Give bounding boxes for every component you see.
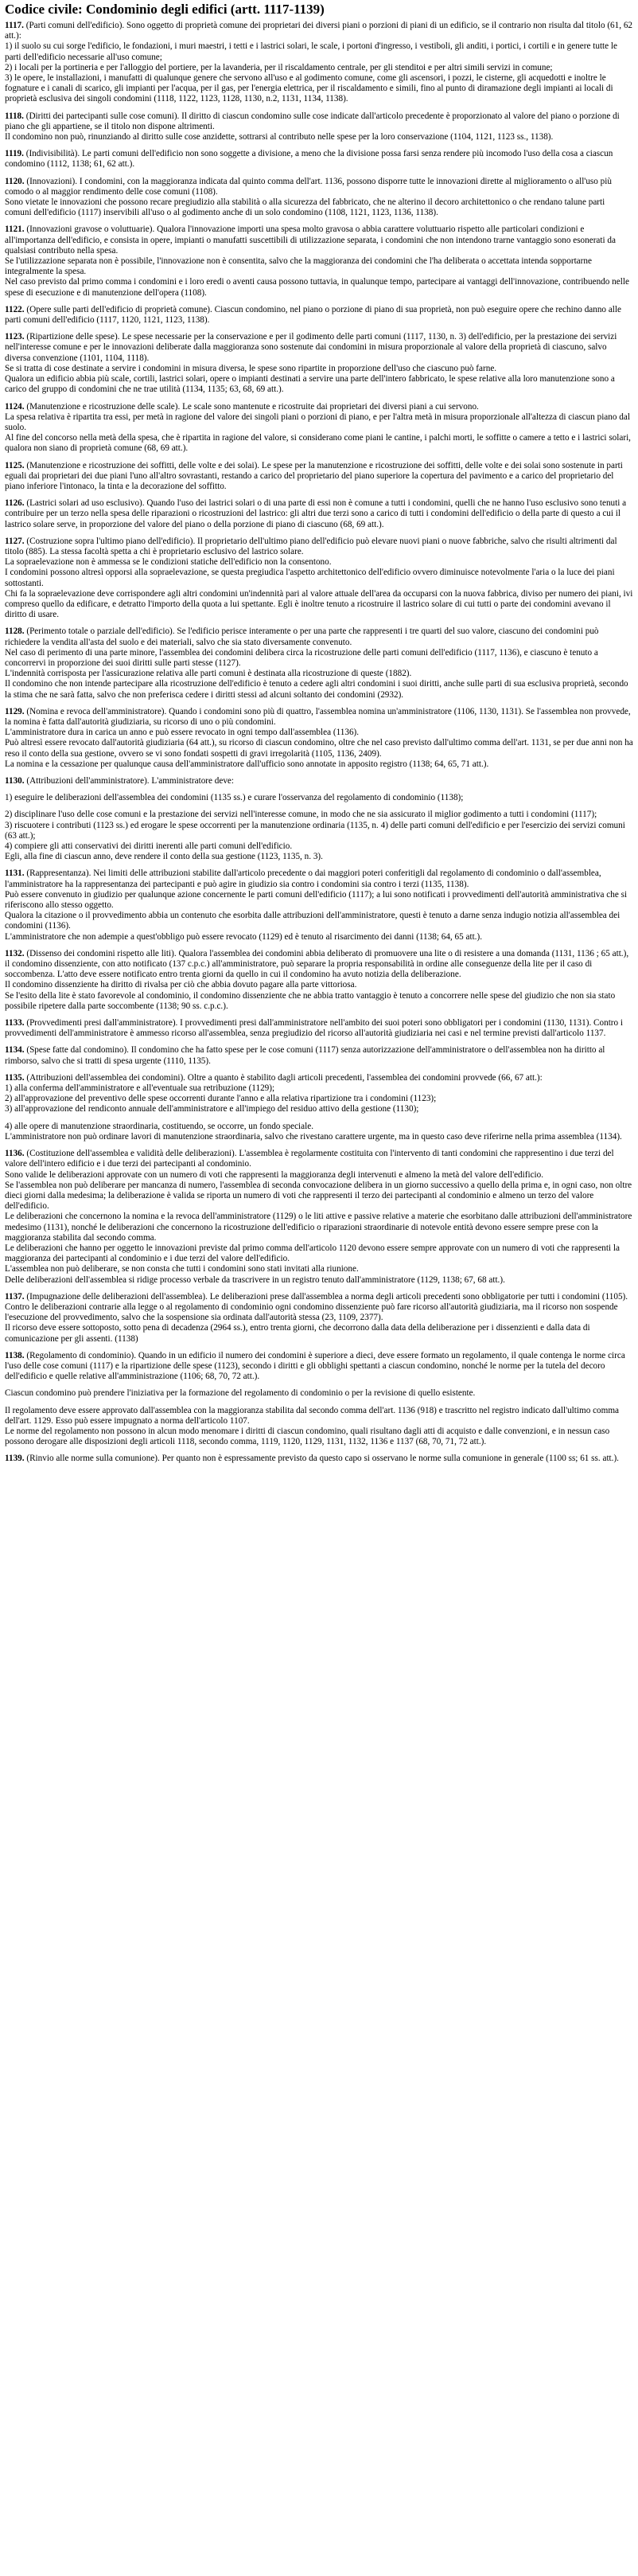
article-paragraph: Se l'esito della lite è stato favorevole al condominio, il condomino dissenziente che ne abbia tratto vantaggio è tenuto a concorrere nelle spese del giudizio che non sia stato possibile ripetere dalla parte soccombente (1138; 90 ss. c.p.c.).: [5, 990, 616, 1011]
article-text: Per quanto non è espressamente previsto da questo capo si osservano le norme sulla comunione in generale (1100 ss; 61 ss. att.).: [161, 1454, 619, 1464]
article-1121: [5, 224, 633, 298]
article-1129: [5, 707, 633, 770]
article-1117: [5, 21, 633, 105]
article-1128: [5, 626, 633, 700]
article-paragraph: [5, 1018, 633, 1039]
article-number: 1125.: [5, 460, 25, 470]
article-text: Le parti comuni dell'edificio non sono soggette a divisione, a meno che la divisione possa farsi senza rendere più incomodo l'uso della cosa a ciascun condomino (1112, 1138; 61, 62 att.).: [5, 149, 613, 170]
article-number: 1117.: [5, 21, 24, 30]
article-paragraph: L'assemblea non può deliberare, se non consta che tutti i condomini sono stati invitati alla riunione.: [5, 1264, 359, 1274]
article-paragraph: Se l'utilizzazione separata non è possibile, l'innovazione non è consentita, salvo che la maggioranza dei condomini che l'ha deliberata o accettata intenda sopportarne integralmente la spesa.: [5, 256, 592, 277]
article-1127: [5, 537, 633, 621]
article-paragraph: L'amministratore che non adempie a quest'obbligo può essere revocato (1129) ed è tenuto al risarcimento dei danni (1138; 64, 65 att.).: [5, 931, 482, 942]
article-text: Le spese necessarie per la conservazione e per il godimento delle parti comuni (1117, 1130, n. 3) dell'edificio, per la prestazione dei servizi nell'interesse comune e per le innovazioni deliberate dalla maggioranza sono sostenute dai condomini in misura proporzionale al valore della proprietà di ciascuno, salvo diversa convenzione (1101, 1104, 1118).: [5, 332, 617, 363]
article-paragraph: 1) alla conferma dell'amministratore e all'eventuale sua retribuzione (1129);: [5, 1083, 275, 1094]
article-heading: (Innovazioni).: [24, 176, 80, 186]
article-text: Il proprietario dell'ultimo piano dell'edificio può elevare nuovi piani o nuove fabbriche, salvo che risulti altrimenti dal titolo (885). La stessa facoltà spetta a chi è proprietario esclusivo del lastrico solare.: [5, 536, 617, 556]
article-paragraph: 2) i locali per la portineria e per l'alloggio del portiere, per la lavanderia, per il riscaldamento centrale, per gli stenditoi e per altri simili servizi in comune;: [5, 62, 553, 72]
article-paragraph: Egli, alla fine di ciascun anno, deve rendere il conto della sua gestione (1123, 1135, n. 3).: [5, 852, 323, 862]
article-text: Il condomino che ha fatto spese per le cose comuni (1117) senza autorizzazione dell'amministratore o dell'assemblea non ha diritto al rimborso, salvo che si tratti di spesa urgente (1110, 1135).: [5, 1045, 605, 1066]
article-paragraph: [5, 177, 633, 197]
article-paragraph: [5, 1073, 633, 1083]
article-heading: (Rinvio alle norme sulla comunione).: [24, 1454, 162, 1464]
article-text: L'amministratore deve:: [151, 776, 235, 786]
article-paragraph: Può altresì essere revocato dall'autorità giudiziaria (64 att.), su ricorso di ciascun condomino, oltre che nel caso previsto dall'ultimo comma dell'art. 1131, se per due anni non ha reso il conto della sua gestione, ovvero se vi sono fondati sospetti di gravi irregolarità (1105, 1136, 2409).: [5, 738, 633, 759]
article-number: 1129.: [5, 706, 25, 716]
article-1118: [5, 111, 633, 143]
article-heading: (Spese fatte dal condomino).: [24, 1045, 131, 1056]
article-paragraph: [5, 537, 633, 557]
article-paragraph: 2) disciplinare l'uso delle cose comuni e la prestazione dei servizi nell'interesse comune, in modo che ne sia assicurato il miglior godimento a tutti i condomini (1117);: [5, 810, 597, 820]
article-heading: (Impugnazione delle deliberazioni dell'assemblea).: [24, 1291, 210, 1302]
article-text: Se l'edificio perisce interamente o per una parte che rappresenti i tre quarti del suo valore, ciascuno dei condomini può richiedere la vendita all'asta del suolo e dei materiali, salvo che sia stato diversamente convenuto.: [5, 626, 599, 647]
article-paragraph: L'amministratore dura in carica un anno e può essere revocato in ogni tempo dall'assemblea (1136).: [5, 728, 360, 738]
article-paragraph: [5, 776, 633, 786]
article-paragraph: Il condomino che non intende partecipare alla ricostruzione dell'edificio è tenuto a cedere agli altri condomini i suoi diritti, anche sulle parti di sua esclusiva proprietà, secondo la stima che ne sarà fatta, salvo che non preferisca cedere i diritti stessi ad alcuni soltanto dei condomini (2932).: [5, 679, 628, 700]
article-paragraph: [5, 498, 633, 530]
article-heading: (Attribuzioni dell'amministratore).: [24, 776, 152, 786]
article-paragraph: Qualora la citazione o il provvedimento abbia un contenuto che esorbita dalle attribuzioni dell'amministratore, questi è tenuto a darne senza indugio notizia all'assemblea dei condomini (1136).: [5, 911, 620, 931]
article-paragraph: La sopraelevazione non è ammessa se le condizioni statiche dell'edificio non la consentono.: [5, 557, 332, 568]
article-heading: (Parti comuni dell'edificio).: [23, 21, 127, 30]
article-paragraph: 3) riscuotere i contributi (1123 ss.) ed erogare le spese occorrenti per la manutenzione ordinaria (1135, n. 4) delle parti comuni dell'edificio e per l'esercizio dei servizi comuni (63 att.);: [5, 820, 625, 841]
paragraph-gap: [5, 803, 633, 810]
article-paragraph: Le deliberazioni che hanno per oggetto le innovazioni previste dal primo comma dell'articolo 1120 devono essere sempre approvate con un numero di voti che rappresenti la maggioranza dei partecipanti al condominio e i due terzi del valore dell'edificio.: [5, 1243, 620, 1264]
article-text: Qualora l'innovazione importi una spesa molto gravosa o abbia carattere voluttuario rispetto alle particolari condizioni e all'importanza dell'edificio, e consista in opere, impianti o manufatti suscettibili di utilizzazione separata, i condomini che non intendono trarne vantaggio sono esonerati da qualsiasi contributo nella spesa.: [5, 224, 616, 256]
article-paragraph: Le norme del regolamento non possono in alcun modo menomare i diritti di ciascun condomino, quali risultano dagli atti di acquisto e dalle convenzioni, e in nessun caso possono derogare alle disposizioni degli articoli 1118, secondo comma, 1119, 1120, 1129, 1131, 1132, 1136 e 1137 (68, 70, 71, 72 att.).: [5, 1426, 610, 1447]
article-paragraph: [5, 305, 633, 326]
article-number: 1126.: [5, 498, 25, 509]
article-paragraph: [5, 402, 633, 412]
article-paragraph: L'amministratore non può ordinare lavori di manutenzione straordinaria, salvo che rivestano carattere urgente, ma in questo caso deve riferirne nella prima assemblea (1134).: [5, 1131, 622, 1142]
article-number: 1138.: [5, 1350, 25, 1360]
article-number: 1137.: [5, 1291, 25, 1302]
article-1135: [5, 1073, 633, 1142]
article-1133: [5, 1018, 633, 1039]
article-text: Quando l'uso dei lastrici solari o di una parte di essi non è comune a tutti i condomini, quelli che ne hanno l'uso esclusivo sono tenuti a contribuire per un terzo nella spesa delle riparazioni o ricostruzioni del lastrico: gli altri due terzi sono a carico di tutti i condomini dell'edificio o della parte di questo a cui il lastrico solare serve, in proporzione del valore del piano o della porzione di piano di ciascuno (68, 69 att.).: [5, 498, 627, 529]
article-paragraph: Il regolamento deve essere approvato dall'assemblea con la maggioranza stabilita dal secondo comma dell'art. 1136 (918) e trascritto nel registro indicato dall'ultimo comma dell'art. 1129. Esso può essere impugnato a norma dell'articolo 1107.: [5, 1405, 620, 1426]
paragraph-gap: [5, 786, 633, 793]
article-paragraph: 4) compiere gli atti conservativi dei diritti inerenti alle parti comuni dell'edificio.: [5, 841, 293, 852]
article-text: Nei limiti delle attribuzioni stabilite dall'articolo precedente o dai maggiori poteri conferitigli dal regolamento di condominio o dall'assemblea, l'amministratore ha la rappresentanza dei partecipanti e può agire in giudizio sia contro i condomini sia contro i terzi (1135, 1138).: [5, 868, 601, 889]
article-paragraph: 4) alle opere di manutenzione straordinaria, costituendo, se occorre, un fondo speciale.: [5, 1121, 313, 1131]
article-number: 1133.: [5, 1018, 25, 1028]
article-number: 1139.: [5, 1454, 25, 1464]
article-heading: (Lastrici solari ad uso esclusivo).: [24, 498, 147, 509]
article-paragraph: [5, 626, 633, 647]
article-paragraph: [5, 149, 633, 170]
article-paragraph: Qualora un edificio abbia più scale, cortili, lastrici solari, opere o impianti destinati a servire una parte dell'intero fabbricato, le spese relative alla loro manutenzione sono a carico del gruppo di condomini che ne trae utilità (1134, 1135; 63, 68, 69 att.).: [5, 374, 615, 395]
article-paragraph: [5, 868, 633, 889]
article-heading: (Ripartizione delle spese).: [24, 332, 123, 342]
article-heading: (Attribuzioni dell'assemblea dei condomini).: [24, 1072, 188, 1083]
article-1122: [5, 305, 633, 326]
article-text: Oltre a quanto è stabilito dagli articoli precedenti, l'assemblea dei condomini provvede (66, 67 att.):: [187, 1072, 543, 1083]
article-paragraph: Se l'assemblea non può deliberare per mancanza di numero, l'assemblea di seconda convocazione delibera in un giorno successivo a quello della prima e, in ogni caso, non oltre dieci giorni dalla medesima; la deliberazione è valida se riporta un numero di voti che rappresenti il terzo dei partecipanti al condominio e almeno un terzo del valore dell'edificio.: [5, 1180, 632, 1212]
article-paragraph: Il condomino non può, rinunziando al diritto sulle cose anzidette, sottrarsi al contributo nelle spese per la loro conservazione (1104, 1121, 1123 ss., 1138).: [5, 132, 554, 142]
article-number: 1135.: [5, 1072, 25, 1083]
article-paragraph: Il condomino dissenziente ha diritto di rivalsa per ciò che abbia dovuto pagare alla parte vittoriosa.: [5, 980, 357, 990]
article-paragraph: Al fine del concorso nella metà della spesa, che è ripartita in ragione del valore, si considerano come piani le cantine, i palchi morti, le soffitte o camere a tetto e i lastrici solari, qualora non siano di proprietà comune (68, 69 att.).: [5, 433, 631, 454]
article-1134: [5, 1045, 633, 1066]
article-number: 1121.: [5, 224, 25, 235]
article-number: 1124.: [5, 401, 25, 412]
article-text: Le scale sono mantenute e ricostruite dai proprietari dei diversi piani a cui servono.: [182, 401, 479, 412]
article-1136: [5, 1149, 633, 1286]
article-paragraph: 3) all'approvazione del rendiconto annuale dell'amministratore e all'impiego del residuo attivo della gestione (1130);: [5, 1104, 419, 1114]
article-paragraph: 1) il suolo su cui sorge l'edificio, le fondazioni, i muri maestri, i tetti e i lastrici solari, le scale, i portoni d'ingresso, i vestiboli, gli anditi, i portici, i cortili e in genere tutte le parti dell'edificio necessarie all'uso comune;: [5, 41, 617, 62]
article-paragraph: Sono vietate le innovazioni che possono recare pregiudizio alla stabilità o alla sicurezza del fabbricato, che ne alterino il decoro architettonico o che rendano talune parti comuni dell'edificio (1117) inservibili all'uso o al godimento anche di un solo condomino (1108, 1121, 1123, 1136, 1138).: [5, 197, 605, 218]
article-paragraph: Nel caso di perimento di una parte minore, l'assemblea dei condomini delibera circa la ricostruzione delle parti comuni dell'edificio (1117, 1136), e ciascuno è tenuto a concorrervi in proporzione dei suoi diritti sulle parti stesse (1127).: [5, 647, 598, 668]
article-text: I provvedimenti presi dall'amministratore nell'ambito dei suoi poteri sono obbligatori per i condomini (1130, 1131). Contro i provvedimenti dell'amministratore è ammesso ricorso all'assemblea, senza pregiudizio del ricorso all'autorità giudiziaria nei casi e nel termine previsti dall'articolo 1137.: [5, 1018, 624, 1039]
article-heading: (Dissenso dei condomini rispetto alle liti).: [24, 948, 179, 958]
article-heading: (Indivisibilità).: [23, 149, 82, 159]
article-heading: (Opere sulle parti dell'edificio di proprietà comune).: [24, 304, 215, 314]
article-text: Le spese per la manutenzione e ricostruzione dei soffitti, delle volte e dei solai sono sostenute in parti eguali dai proprietari dei due piani l'uno all'altro sovrastanti, restando a carico del proprietario del piano superiore la copertura del pavimento e a carico del proprietario del piano inferiore l'intonaco, la tinta e la decorazione del soffitto.: [5, 460, 623, 491]
article-1139: [5, 1454, 633, 1464]
article-paragraph: [5, 949, 633, 981]
article-number: 1120.: [5, 176, 25, 186]
article-heading: (Innovazioni gravose o voluttuarie).: [24, 224, 158, 235]
article-1137: [5, 1292, 633, 1345]
article-paragraph: [5, 1045, 633, 1066]
article-number: 1119.: [5, 149, 24, 159]
article-paragraph: Chi fa la sopraelevazione deve corrispondere agli altri condomini un'indennità pari al valore attuale dell'area da occuparsi con la nuova fabbrica, diviso per numero dei piani, ivi compreso quello da edificare, e detratto l'importo della quota a lui spettante. Egli è inoltre tenuto a ricostruire il lastrico solare di cui tutti o parte dei condomini avevano il diritto di usare.: [5, 588, 633, 620]
article-number: 1122.: [5, 304, 25, 314]
article-paragraph: L'indennità corrisposta per l'assicurazione relativa alle parti comuni è destinata alla ricostruzione di queste (1882).: [5, 669, 412, 679]
article-1126: [5, 498, 633, 530]
article-heading: (Perimento totale o parziale dell'edificio).: [24, 626, 177, 637]
article-number: 1136.: [5, 1149, 25, 1159]
article-paragraph: La spesa relativa è ripartita tra essi, per metà in ragione del valore dei singoli piani o porzioni di piano, e per l'altra metà in misura proporzionale all'altezza di ciascun piano dal suolo.: [5, 412, 630, 432]
article-1138: [5, 1351, 633, 1448]
paragraph-gap: [5, 1399, 633, 1406]
article-1132: [5, 949, 633, 1012]
article-number: 1131.: [5, 868, 25, 879]
article-1130: [5, 776, 633, 862]
paragraph-gap: [5, 1382, 633, 1388]
article-heading: (Costruzione sopra l'ultimo piano dell'edificio).: [24, 536, 198, 546]
article-text: Quando in un edificio il numero dei condomini è superiore a dieci, deve essere formato un regolamento, il quale contenga le norme circa l'uso delle cose comuni (1117) e la ripartizione delle spese (1123), secondo i diritti e gli obblighi spettanti a ciascun condomino, nonché le norme per la tutela del decoro dell'edificio e quelle relative all'amministrazione (1106; 68, 70, 72 att.).: [5, 1350, 625, 1382]
article-heading: (Nomina e revoca dell'amministratore).: [24, 706, 169, 716]
article-paragraph: 1) eseguire le deliberazioni dell'assemblea dei condomini (1135 ss.) e curare l'osservanza del regolamento di condominio (1138);: [5, 793, 464, 803]
article-paragraph: [5, 1292, 633, 1302]
article-1120: [5, 177, 633, 219]
article-paragraph: Il ricorso deve essere sottoposto, sotto pena di decadenza (2964 ss.), entro trenta giorni, che decorrono dalla data della deliberazione per i dissenzienti e dalla data di comunicazione per gli assenti. (1138): [5, 1323, 590, 1344]
article-heading: (Diritti dei partecipanti sulle cose comuni).: [23, 111, 182, 121]
article-1124: [5, 402, 633, 455]
article-text: Quando i condomini sono più di quattro, l'assemblea nomina un'amministratore (1106, 1130, 1131). Se l'assemblea non provvede, la nomina è fatta dall'autorità giudiziaria, su ricorso di uno o più condomini.: [5, 706, 631, 727]
article-number: 1123.: [5, 332, 25, 342]
article-text: I condomini, con la maggioranza indicata dal quinto comma dell'art. 1136, possono disporre tutte le innovazioni dirette al miglioramento o all'uso più comodo o al maggior rendimento delle cose comuni (1108).: [5, 176, 612, 197]
article-1125: [5, 461, 633, 493]
article-paragraph: Se si tratta di cose destinate a servire i condomini in misura diversa, le spese sono ripartite in proporzione dell'uso che ciascuno può farne.: [5, 363, 497, 373]
article-paragraph: [5, 21, 633, 41]
article-paragraph: Nel caso previsto dal primo comma i condomini e i loro eredi o aventi causa possono tuttavia, in qualunque tempo, partecipare ai vantaggi dell'innovazione, contribuendo nelle spese di esecuzione e di manutenzione dell'opera (1108).: [5, 277, 629, 298]
article-1119: [5, 149, 633, 170]
article-paragraph: Può essere convenuto in giudizio per qualunque azione concernente le parti comuni dell'edificio (1117); a lui sono notificati i provvedimenti dell'autorità amministrativa che si riferiscono allo stesso oggetto.: [5, 889, 628, 911]
article-paragraph: [5, 111, 633, 132]
article-paragraph: [5, 1351, 633, 1383]
article-text: Sono oggetto di proprietà comune dei proprietari dei diversi piani o porzioni di piani di un edificio, se il contrario non risulta dal titolo (61, 62 att.):: [5, 21, 633, 41]
article-paragraph: Ciascun condomino può prendere l'iniziativa per la formazione del regolamento di condominio o per la revisione di quello esistente.: [5, 1388, 476, 1399]
article-number: 1118.: [5, 111, 24, 121]
article-heading: (Costituzione dell'assemblea e validità delle deliberazioni).: [24, 1149, 239, 1159]
article-text: Qualora l'assemblea dei condomini abbia deliberato di promuovere una lite o di resistere a una domanda (1131, 1136 ; 65 att.), il condomino dissenziente, con atto notificato (137 c.p.c.) all'amministratore, può separare la propria responsabilità in ordine alle conseguenze della lite per il caso di soccombenza. L'atto deve essere notificato entro trenta giorni da quello in cui il condomino ha avuto notizia della deliberazione.: [5, 948, 629, 980]
article-heading: (Manutenzione e ricostruzione dei soffitti, delle volte e dei solai).: [24, 460, 262, 470]
article-1131: [5, 868, 633, 942]
article-paragraph: [5, 1454, 633, 1464]
paragraph-gap: [5, 1115, 633, 1122]
article-text: Le deliberazioni prese dall'assemblea a norma degli articoli precedenti sono obbligatorie per tutti i condomini (1105).: [209, 1291, 628, 1302]
article-number: 1127.: [5, 536, 25, 546]
article-number: 1134.: [5, 1045, 25, 1056]
article-paragraph: I condomini possono altresì opporsi alla sopraelevazione, se questa pregiudica l'aspetto architettonico dell'edificio ovvero diminuisce notevolmente l'aria o la luce dei piani sottostanti.: [5, 568, 615, 588]
article-paragraph: Sono valide le deliberazioni approvate con un numero di voti che rappresenti la maggioranza degli intervenuti e almeno la metà del valore dell'edificio.: [5, 1169, 544, 1180]
articles-list: [5, 21, 633, 1465]
article-paragraph: La nomina e la cessazione per qualunque causa dell'amministratore dall'ufficio sono annotate in apposito registro (1138; 64, 65, 71 att.).: [5, 759, 489, 769]
article-text: L'assemblea è regolarmente costituita con l'intervento di tanti condomini che rappresentino i due terzi del valore dell'intero edificio e i due terzi dei partecipanti al condominio.: [5, 1149, 614, 1169]
article-number: 1130.: [5, 776, 25, 786]
article-text: Ciascun condomino, nel piano o porzione di piano di sua proprietà, non può eseguire opere che rechino danno alle parti comuni dell'edificio (1117, 1120, 1121, 1123, 1138).: [5, 304, 621, 326]
article-heading: (Provvedimenti presi dall'amministratore).: [24, 1018, 181, 1028]
page-title: Codice civile: Condominio degli edifici (artt. 1117-1139): [5, 2, 325, 17]
article-paragraph: [5, 332, 633, 364]
article-heading: (Regolamento di condominio).: [24, 1350, 138, 1360]
article-1123: [5, 332, 633, 395]
article-heading: (Rappresentanza).: [24, 868, 94, 879]
article-paragraph: 3) le opere, le installazioni, i manufatti di qualunque genere che servono all'uso e al godimento comune, come gli ascensori, i pozzi, le cisterne, gli acquedotti e inoltre le fognature e i canali di scarico, gli impianti per l'acqua, per il gas, per l'energia elettrica, per il riscaldamento e simili, fino al punto di diramazione degli impianti ai locali di proprietà esclusiva dei singoli condomini (1118, 1122, 1123, 1128, 1130, n.2, 1131, 1134, 1138).: [5, 73, 613, 104]
article-paragraph: [5, 1149, 633, 1169]
article-paragraph: Delle deliberazioni dell'assemblea si ridige processo verbale da trascrivere in un registro tenuto dall'amministratore (1129, 1138; 67, 68 att.).: [5, 1274, 505, 1285]
article-paragraph: [5, 224, 633, 256]
article-number: 1128.: [5, 626, 25, 637]
article-paragraph: Le deliberazioni che concernono la nomina e la revoca dell'amministratore (1129) o le liti attive e passive relative a materie che esorbitano dalle attribuzioni dell'amministratore medesimo (1131), nonché le deliberazioni che concernono la ricostruzione dell'edificio o riparazioni straordinarie di notevole entità devono essere sempre prese con la maggioranza stabilita dal secondo comma.: [5, 1212, 632, 1243]
article-number: 1132.: [5, 948, 25, 958]
article-paragraph: 2) all'approvazione del preventivo delle spese occorrenti durante l'anno e alla relativa ripartizione tra i condomini (1123);: [5, 1094, 437, 1104]
article-paragraph: [5, 461, 633, 493]
article-text: Il diritto di ciascun condomino sulle cose indicate dall'articolo precedente è proporzionato al valore del piano o porzione di piano che gli appartiene, se il titolo non dispone altrimenti.: [5, 111, 620, 131]
article-paragraph: Contro le deliberazioni contrarie alla legge o al regolamento di condominio ogni condomino dissenziente può fare ricorso all'autorità giudiziaria, ma il ricorso non sospende l'esecuzione del provvedimento, salvo che la sospensione sia ordinata dall'autorità stessa (23, 1109, 2377).: [5, 1302, 618, 1323]
article-paragraph: [5, 707, 633, 728]
article-heading: (Manutenzione e ricostruzione delle scale).: [24, 401, 183, 412]
